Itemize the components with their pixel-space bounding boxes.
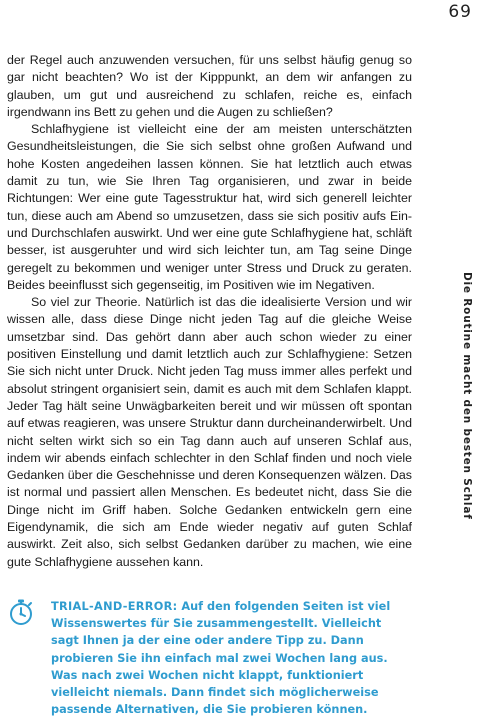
tip-label: TRIAL-AND-ERROR: — [51, 600, 178, 613]
tip-body: Auf den folgenden Seiten ist viel Wissenswertes für Sie zusammengestellt. Vielleicht sagt Ihnen ja der eine oder andere Tipp zu. Dann probieren Sie ihn einfach mal zwei Wochen lang aus. Was nach zwei Wochen nicht klappt, funktioniert vielleicht niemals. Dann findet sich möglicherweise passende Alternativen, die Sie probieren können. — [51, 600, 391, 717]
tip-text — [51, 598, 412, 718]
tip-box — [8, 598, 412, 718]
stopwatch-icon — [8, 598, 34, 626]
paragraph: Schlafhygiene ist vielleicht eine der am meisten unterschätzten Gesundheitsleistungen, die Sie sich selbst ohne großen Aufwand und hohe Kosten angedeihen lassen können. Sie hat letztlich auch etwas damit zu tun, wie Sie Ihren Tag organisieren, und zwar in beide Richtungen: Wer eine gute Tagesstruktur hat, wird sich generell leichter tun, diese auch am Abend so umzusetzen, dass sie sich positiv aufs Ein- und Durchschlafen auswirkt. Und wer eine gute Schlafhygiene hat, schläft besser, ist ausgeruhter und wird sich leichter tun, am Tag seine Dinge geregelt zu bekommen und weniger unter Stress und Druck zu geraten. Beides beeinflusst sich gegenseitig, im Positiven wie im Negativen. — [7, 122, 412, 292]
paragraph: der Regel auch anzuwenden versuchen, für uns selbst häufig genug so gar nicht beachten? Wo ist der Kipppunkt, an dem wir anfangen zu glauben, um gut und ausreichend zu schlafen, reiche es, einfach irgendwann ins Bett zu gehen und die Augen zu schließen? — [7, 53, 412, 119]
page-number: 69 — [448, 2, 472, 22]
body-text — [7, 52, 412, 571]
chapter-side-title: Die Routine macht den besten Schlaf — [461, 272, 473, 520]
paragraph: So viel zur Theorie. Natürlich ist das die idealisierte Version und wir wissen alle, dass diese Dinge nicht jeden Tag auf die gleiche Weise umsetzbar sind. Das gehört dann aber auch schon wieder zu einer positiven Einstellung und damit letztlich auch zur Schlafhygiene: Setzen Sie sich nicht unter Druck. Nicht jeden Tag muss immer alles perfekt und absolut stringent organisiert sein, damit es auch mit dem Schlafen klappt. Jeder Tag hält seine Unwägbarkeiten bereit und wir müssen oft spontan auf etwas reagieren, was unsere Struktur dann durcheinanderwirbelt. Und nicht selten wirkt sich so ein Tag dann auch auf unseren Schlaf aus, indem wir abends einfach schlechter in den Schlaf finden und noch viele Gedanken über die Geschehnisse und deren Konsequenzen wälzen. Das ist normal und passiert allen Menschen. Es bedeutet nicht, dass Sie die Dinge nicht im Griff haben. Solche Gedanken entwickeln gern eine Eigendynamik, die sich am Ende wieder negativ auf guten Schlaf auswirkt. Zeit also, sich selbst Gedanken darüber zu machen, wie eine gute Schlafhygiene aussehen kann. — [7, 295, 412, 569]
